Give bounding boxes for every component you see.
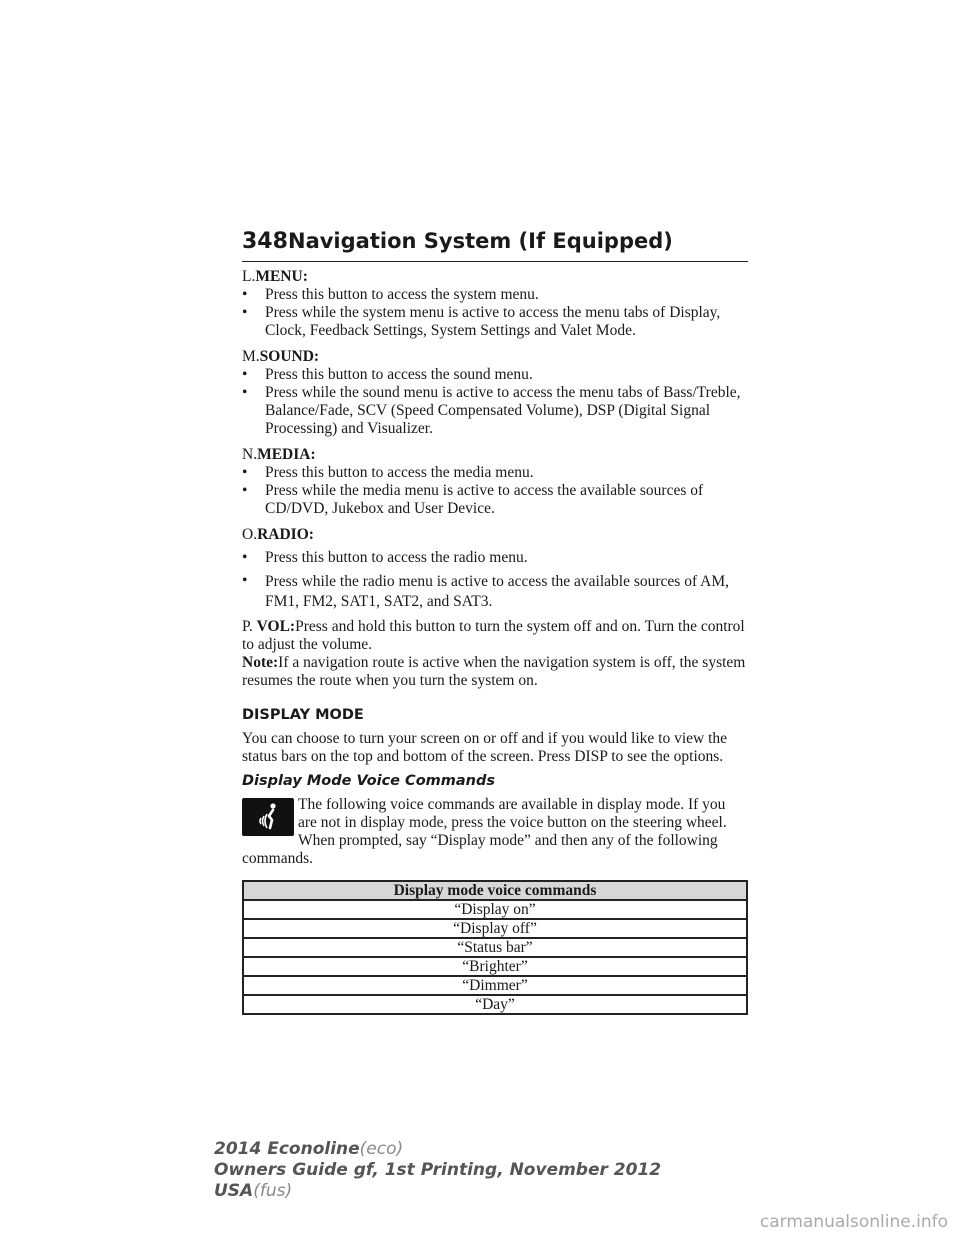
bullet-text: Press while the system menu is active to access the menu tabs of Display, Clock, Feedback Settings, System Settings and Valet Mode. xyxy=(265,304,721,339)
table-row xyxy=(243,957,747,976)
bullet-text: Press while the radio menu is active to access the available sources of AM, FM1, FM2, SAT1, SAT2, and SAT3. xyxy=(265,573,730,610)
chapter-title: Navigation System (If Equipped) xyxy=(288,229,673,253)
bullet-text: Press while the media menu is active to access the available sources of CD/DVD, Jukebox and User Device. xyxy=(265,482,704,517)
table-cell: “Brighter” xyxy=(243,957,747,976)
note-label: Note: xyxy=(242,654,279,671)
table-row xyxy=(243,995,747,1014)
page-header xyxy=(242,229,748,262)
table-header: Display mode voice commands xyxy=(243,881,747,900)
item-name: VOL: xyxy=(256,618,296,635)
item-name: RADIO: xyxy=(257,526,314,543)
list-item: • Press this button to access the system menu. xyxy=(242,286,539,303)
subsection-heading: Display Mode Voice Commands xyxy=(242,773,495,789)
table-cell: “Display on” xyxy=(243,900,747,919)
page-number: 348 xyxy=(242,229,288,254)
item-letter: L. xyxy=(242,268,256,285)
page-content xyxy=(242,268,748,1015)
footer-model-code: (eco) xyxy=(359,1139,404,1159)
item-letter: M. xyxy=(242,348,260,365)
bullet-text: Press while the sound menu is active to access the menu tabs of Bass/Treble, Balance/Fade, SCV (Speed Compensated Volume), DSP (Digital Signal Processing) and Visualizer. xyxy=(265,384,741,437)
item-radio xyxy=(242,526,748,544)
item-letter: N. xyxy=(242,446,258,463)
table-cell: “Display off” xyxy=(243,919,747,938)
voice-command-block xyxy=(242,796,748,868)
section-heading: DISPLAY MODE xyxy=(242,707,364,723)
list-item: • Press while the radio menu is active to access the available sources of AM, FM1, FM2, SAT1, SAT2, and SAT3. xyxy=(242,572,730,610)
voice-commands-table xyxy=(242,880,748,1015)
list-item: • Press this button to access the radio menu. xyxy=(242,549,528,566)
table-cell: “Day” xyxy=(243,995,747,1014)
table-cell: “Dimmer” xyxy=(243,976,747,995)
voice-command-text: The following voice commands are available in display mode. If you are not in display mode, press the voice button on the steering wheel. When prompted, say “Display mode” and then any of the following commands. xyxy=(242,796,727,867)
bullet-text: Press this button to access the media menu. xyxy=(265,464,534,481)
table-cell: “Status bar” xyxy=(243,938,747,957)
table-row xyxy=(243,976,747,995)
note-text: If a navigation route is active when the navigation system is off, the system resumes the route when you turn the system on. xyxy=(242,654,746,689)
item-media xyxy=(242,446,748,464)
bullet-text: Press this button to access the system menu. xyxy=(265,286,539,303)
table-row xyxy=(243,900,747,919)
bullet-text: Press this button to access the sound menu. xyxy=(265,366,533,383)
list-item: • Press this button to access the sound menu. xyxy=(242,366,533,383)
item-name: MENU: xyxy=(255,268,308,285)
item-name: MEDIA: xyxy=(257,446,316,463)
note-paragraph xyxy=(242,654,748,690)
table-row xyxy=(243,938,747,957)
footer-model: 2014 Econoline xyxy=(214,1139,360,1159)
table-row xyxy=(243,919,747,938)
footer-market: USA xyxy=(214,1181,254,1201)
bullet-text: Press this button to access the radio menu. xyxy=(265,549,528,566)
item-menu xyxy=(242,268,748,286)
list-item: • Press while the system menu is active to access the menu tabs of Display, Clock, Feedback Settings, System Settings and Valet Mode. xyxy=(242,304,721,339)
page-footer xyxy=(214,1139,661,1202)
voice-command-icon xyxy=(242,798,294,836)
footer-printing: Owners Guide gf, 1st Printing, November 2012 xyxy=(214,1160,662,1180)
list-item: • Press while the media menu is active to access the available sources of CD/DVD, Jukebox and User Device. xyxy=(242,482,704,517)
list-item: • Press while the sound menu is active to access the menu tabs of Bass/Treble, Balance/Fade, SCV (Speed Compensated Volume), DSP (Digital Signal Processing) and Visualizer. xyxy=(242,384,741,437)
item-letter: P. xyxy=(242,618,253,635)
footer-market-code: (fus) xyxy=(253,1181,293,1201)
item-letter: O. xyxy=(242,526,258,543)
list-item: • Press this button to access the media menu. xyxy=(242,464,534,481)
watermark: carmanualsonline.info xyxy=(759,1212,948,1232)
vol-paragraph xyxy=(242,618,748,654)
item-name: SOUND: xyxy=(259,348,320,365)
section-intro: You can choose to turn your screen on or off and if you would like to view the status bars on the top and bottom of the screen. Press DISP to see the options. xyxy=(242,730,728,765)
item-sound xyxy=(242,348,748,366)
vol-text: Press and hold this button to turn the system off and on. Turn the control to adjust the volume. xyxy=(242,618,745,653)
